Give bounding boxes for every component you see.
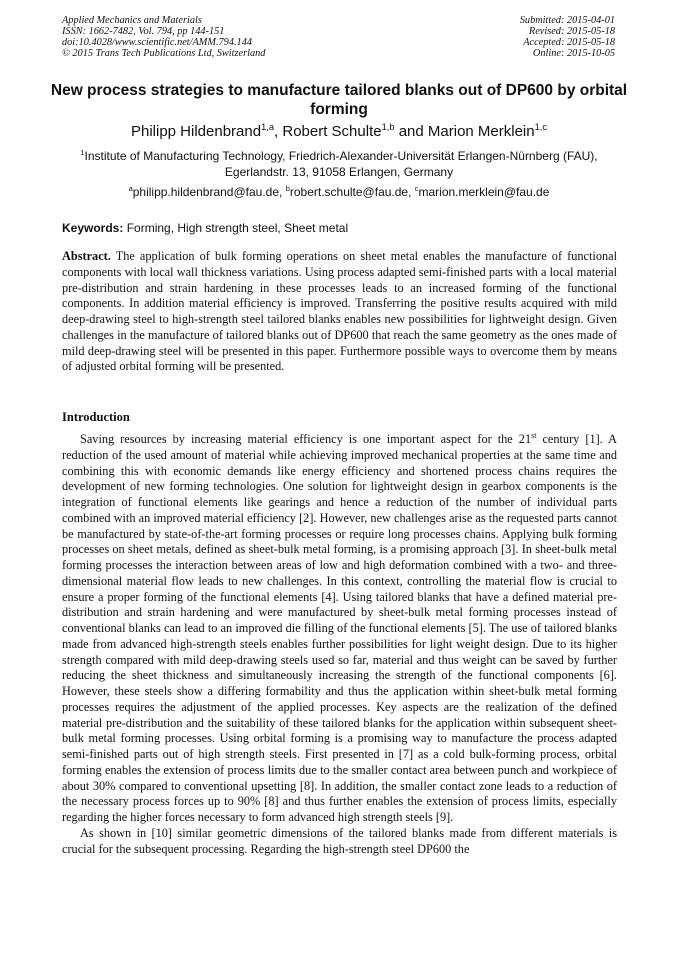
- keywords-text: Forming, High strength steel, Sheet metal: [123, 221, 349, 235]
- author-name: Philipp Hildenbrand: [130, 123, 262, 140]
- revised-date: Revised: 2015-05-18: [528, 26, 615, 37]
- affiliation-address: Egerlandstr. 13, 91058 Erlangen, Germany: [224, 165, 454, 179]
- copyright-line: © 2015 Trans Tech Publications Ltd, Switzerland: [62, 48, 266, 59]
- author-separator: and: [394, 123, 428, 140]
- abstract-text: The application of bulk forming operations on sheet metal enables the manufacture of functional components with local wall thickness variations. Using process adapted semi-finished parts with a local material pre-distribution and strain hardening in these processes leads to an increased forming of the functional components. In addition material efficiency is improved. Transferring the positive results acquired with mild deep-drawing steel to high-strength steel tailored blanks enables new possibilities for lightweight design. Given challenges in the manufacture of tailored blanks out of DP600 that reach the same geometry as the ones made of mild deep-drawing steel will be presented in this paper. Furthermore possible ways to overcome them by means of adjusted orbital forming will be presented.: [62, 249, 617, 374]
- online-date: Online: 2015-10-05: [532, 48, 615, 59]
- section-heading-introduction: Introduction: [62, 410, 130, 424]
- journal-name: Applied Mechanics and Materials: [62, 15, 202, 26]
- submitted-date: Submitted: 2015-04-01: [519, 15, 615, 26]
- affiliation: [40, 148, 638, 180]
- doi-line: doi:10.4028/www.scientific.net/AMM.794.144: [62, 37, 252, 48]
- author-emails: $^a$philipp.hildenbrand@fau.de, $^b$robert.schulte@fau.de, $^c$marion.merklein@fau.de: [128, 184, 550, 199]
- author-affiliation-mark: 1,b: [381, 122, 395, 132]
- introduction-body: [62, 432, 617, 857]
- author-separator: ,: [274, 123, 283, 140]
- abstract: [62, 249, 617, 375]
- journal-info: [62, 15, 265, 59]
- keywords: [62, 221, 617, 236]
- author-name: Robert Schulte: [282, 123, 382, 140]
- paragraph: As shown in [10] similar geometric dimensions of the tailored blanks made from different materials is crucial for the subsequent processing. Regarding the high-strength steel DP600 the: [62, 825, 617, 856]
- paragraph: Saving resources by increasing material efficiency is one important aspect for the 21st century [1]. A reduction of the used amount of material while achieving improved mechanical properties at the same time and combining this with economic demands like energy efficiency and shortened process chains requires the development of new forming technologies. One solution for lightweight design in gearbox components is the integration of functional elements like gearings and hence a reduction of the number of individual parts combined with an improved material efficiency [2]. However, new challenges arise as the requested parts cannot be manufactured by state-of-the-art forming processes or require long processes chains. Applying bulk forming processes on sheet metals, defined as sheet-bulk metal forming, is a promising approach [3]. In sheet-bulk metal forming processes the interaction between areas of low and high deformation combined with a two- and three-dimensional material flow leads to new challenges. In this context, controlling the material flow is crucial to ensure a proper forming of the functional elements [4]. Using tailored blanks that have a defined material pre-distribution and strain hardening and were manufactured by sheet-bulk metal forming processes instead of conventional blanks can lead to an improved die filling of the functional elements [5]. The use of tailored blanks made from advanced high-strength steels enables further possibilities for light weight design. Due to its higher strength compared with mild deep-drawing steels used so far, material and thus weight can be saved by further reducing the sheet thickness and simultaneously increasing the strength of the functional components [6]. However, these steels show a differing formability and thus the application within sheet-bulk metal forming processes requires the adjustment of the applied processes. Key aspects are the realization of the defined material pre-distribution and the suitability of these tailored blanks for the application within subsequent sheet-bulk metal forming processes. Using orbital forming is a promising way to manufacture the process adapted semi-finished parts out of high strength steels. First presented in [7] as a cold bulk-forming process, orbital forming enables the extension of process limits due to the smaller contact area between punch and workpiece of about 30% compared to conventional upsetting [8]. In addition, the smaller contact zone leads to a reduction of the necessary process forces up to 90% [8] and thus further enables the extension of process limits, especially regarding the higher forces necessary to form advanced high strength steels [9].: [62, 430, 617, 824]
- issn-line: ISSN: 1662-7482, Vol. 794, pp 144-151: [62, 26, 225, 37]
- affiliation-line: $^1$Institute of Manufacturing Technology, Friedrich-Alexander-Universität Erlangen-Nürnberg (FAU),: [80, 148, 598, 163]
- author-list: [0, 123, 678, 141]
- email-link[interactable]: philipp.hildenbrand@fau.de,: [132, 185, 286, 199]
- publication-dates: [520, 15, 615, 59]
- abstract-label: Abstract.: [62, 249, 111, 263]
- paper-title: New process strategies to manufacture tailored blanks out of DP600 by orbital forming: [50, 82, 628, 118]
- affiliation-mark: 1: [80, 148, 85, 157]
- author-name: Marion Merklein: [427, 123, 535, 140]
- author-affiliation-mark: 1,a: [261, 122, 275, 132]
- accepted-date: Accepted: 2015-05-18: [523, 37, 615, 48]
- email-link[interactable]: robert.schulte@fau.de,: [289, 185, 415, 199]
- keywords-label: Keywords:: [62, 221, 124, 235]
- author-affiliation-mark: 1,c: [534, 122, 548, 132]
- email-link[interactable]: marion.merklein@fau.de: [418, 185, 550, 199]
